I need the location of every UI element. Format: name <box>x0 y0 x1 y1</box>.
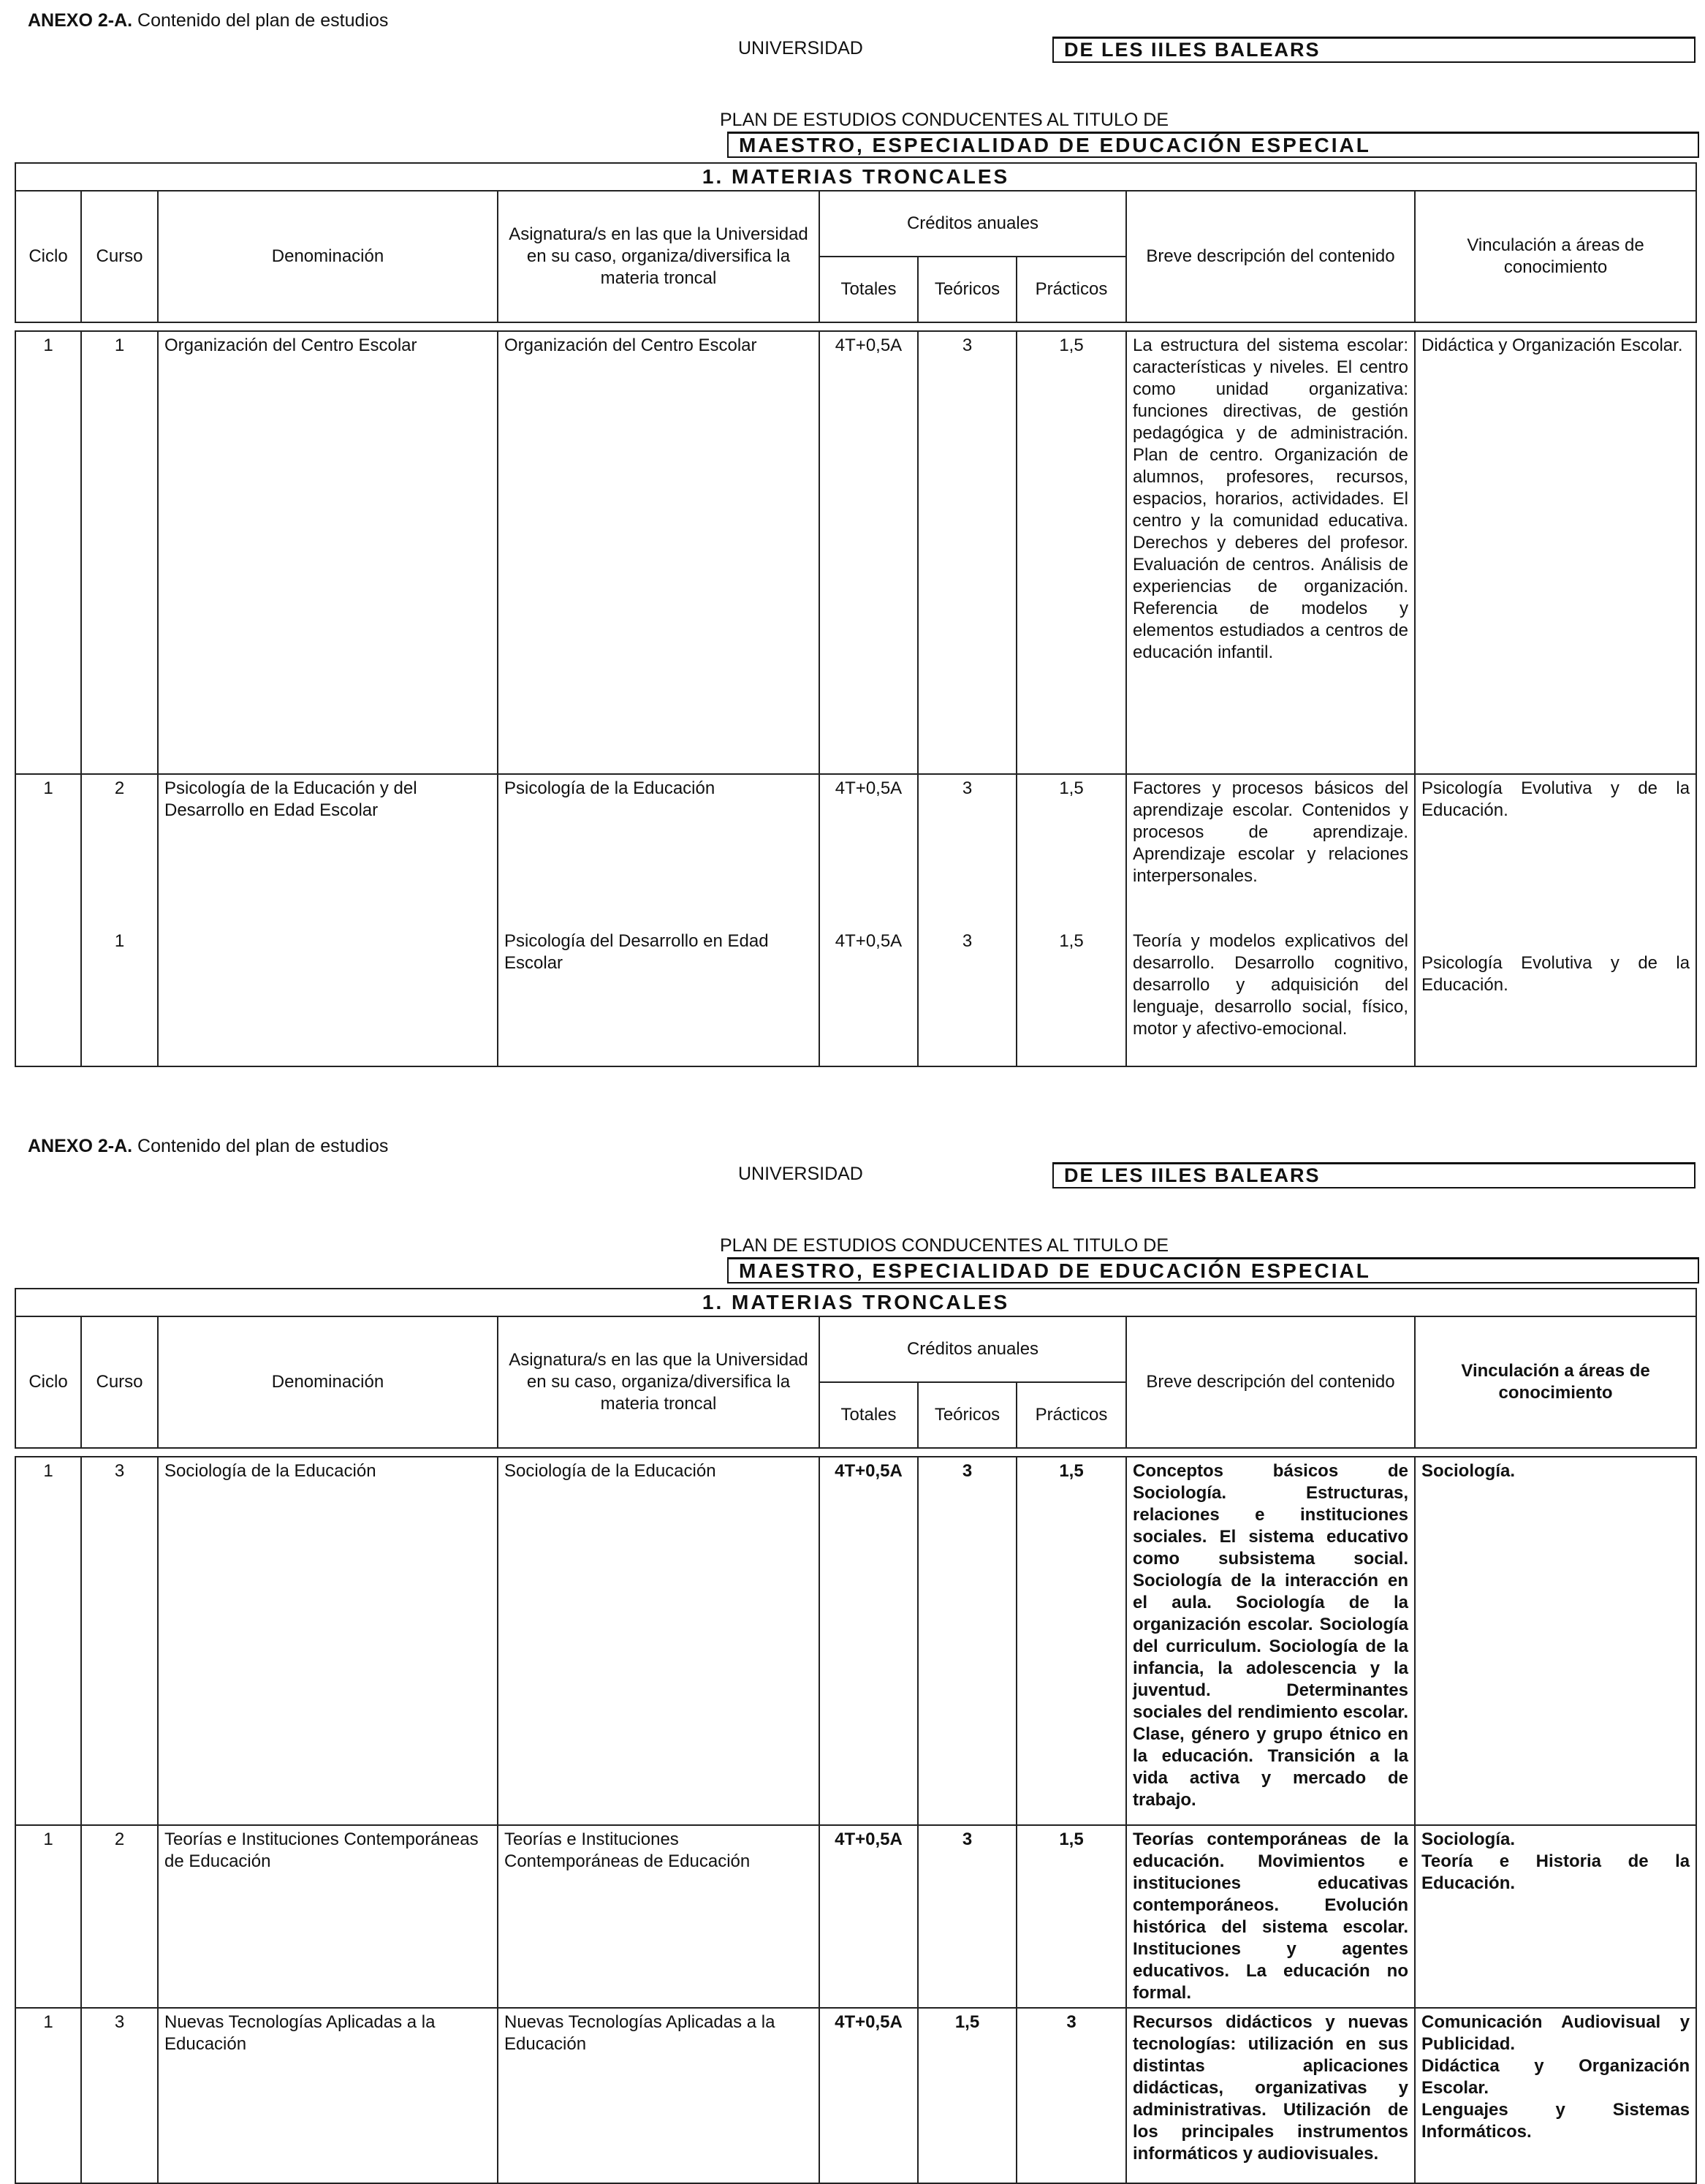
header-denominacion: Denominación <box>158 1316 498 1448</box>
section-title: 1. MATERIAS TRONCALES <box>15 163 1696 191</box>
cell-practicos: 3 <box>1017 2008 1126 2183</box>
header-vinculacion: Vinculación a áreas de conocimiento <box>1415 191 1696 322</box>
degree-box: MAESTRO, ESPECIALIDAD DE EDUCACIÓN ESPECIAL <box>727 1257 1699 1284</box>
cell-teoricos: 3 <box>918 928 1017 1066</box>
section-title: 1. MATERIAS TRONCALES <box>15 1289 1696 1316</box>
cell-vinculacion: Psicología Evolutiva y de la Educación. <box>1415 928 1696 1066</box>
header-totales: Totales <box>819 257 918 322</box>
cell-descripcion: Conceptos básicos de Sociología. Estructuras, relaciones e instituciones sociales. El sistema educativo como subsistema social. Sociología de la interacción en el aula. Sociología de la organización escolar. Sociología del curriculum. Sociología de la infancia, la adolescencia y la juventud. Determinantes sociales del rendimiento escolar. Clase, género y grupo étnico en la educación. Transición a la vida activa y mercado de trabajo. <box>1126 1457 1415 1825</box>
cell-descripcion: La estructura del sistema escolar: características y niveles. El centro como unidad organizativa: funciones directivas, de gestión pedagógica y de administración. Plan de centro. Organización de alumnos, profesores, recursos, espacios, horarios, actividades. El centro y la comunidad educativa. Derechos y deberes del profesor. Evaluación de centros. Análisis de experiencias de organización. Referencia de modelos y elementos estudiados a centros de educación infantil. <box>1126 331 1415 774</box>
cell-denominacion: Nuevas Tecnologías Aplicadas a la Educación <box>158 2008 498 2183</box>
header-practicos: Prácticos <box>1017 257 1126 322</box>
table-row <box>15 331 1696 774</box>
header-creditos: Créditos anuales <box>819 191 1126 257</box>
cell-vinculacion: Psicología Evolutiva y de la Educación. <box>1415 774 1696 928</box>
cell-totales: 4T+0,5A <box>819 928 918 1066</box>
header-denominacion: Denominación <box>158 191 498 322</box>
university-label: UNIVERSIDAD <box>738 38 863 58</box>
cell-asignatura: Nuevas Tecnologías Aplicadas a la Educación <box>498 2008 819 2183</box>
cell-totales: 4T+0,5A <box>819 1457 918 1825</box>
header-spacer <box>15 1448 1696 1457</box>
cell-ciclo: 1 <box>15 1457 81 1825</box>
cell-vinculacion: Didáctica y Organización Escolar. <box>1415 331 1696 774</box>
cell-asignatura: Psicología de la Educación <box>498 774 819 928</box>
header-ciclo: Ciclo <box>15 1316 81 1448</box>
cell-vinculacion: Comunicación Audiovisual y Publicidad. Didáctica y Organización Escolar. Lenguajes y Sistemas Informáticos. <box>1415 2008 1696 2183</box>
table-row <box>15 928 1696 1066</box>
header-teoricos: Teóricos <box>918 257 1017 322</box>
header-practicos: Prácticos <box>1017 1382 1126 1448</box>
cell-teoricos: 3 <box>918 774 1017 928</box>
cell-practicos: 1,5 <box>1017 331 1126 774</box>
cell-denominacion: Organización del Centro Escolar <box>158 331 498 774</box>
cell-ciclo <box>15 928 81 1066</box>
cell-asignatura: Teorías e Instituciones Contemporáneas de Educación <box>498 1825 819 2008</box>
header-vinculacion: Vinculación a áreas de conocimiento <box>1415 1316 1696 1448</box>
subjects-table <box>15 162 1697 1067</box>
header-asignatura: Asignatura/s en las que la Universidad en su caso, organiza/diversifica la materia troncal <box>498 1316 819 1448</box>
cell-ciclo: 1 <box>15 774 81 928</box>
cell-ciclo: 1 <box>15 331 81 774</box>
cell-practicos: 1,5 <box>1017 1825 1126 2008</box>
table-row <box>15 1457 1696 1825</box>
cell-vinculacion: Sociología. Teoría e Historia de la Educación. <box>1415 1825 1696 2008</box>
header-descripcion: Breve descripción del contenido <box>1126 191 1415 322</box>
cell-totales: 4T+0,5A <box>819 1825 918 2008</box>
header-spacer <box>15 322 1696 331</box>
annex-heading: ANEXO 2-A. Contenido del plan de estudios <box>28 1136 389 1156</box>
cell-descripcion: Factores y procesos básicos del aprendizaje escolar. Contenidos y procesos de aprendizaje. Aprendizaje escolar y relaciones interpersonales. <box>1126 774 1415 928</box>
cell-descripcion: Recursos didácticos y nuevas tecnologías: utilización en sus distintas aplicaciones didácticas, organizativas y administrativas. Utilización de los principales instrumentos informáticos y audiovisuales. <box>1126 2008 1415 2183</box>
cell-practicos: 1,5 <box>1017 928 1126 1066</box>
degree-box: MAESTRO, ESPECIALIDAD DE EDUCACIÓN ESPECIAL <box>727 132 1699 158</box>
header-curso: Curso <box>81 1316 158 1448</box>
university-name-box: DE LES IILES BALEARS <box>1052 37 1695 63</box>
cell-teoricos: 3 <box>918 331 1017 774</box>
cell-practicos: 1,5 <box>1017 774 1126 928</box>
cell-asignatura: Organización del Centro Escolar <box>498 331 819 774</box>
cell-descripcion: Teoría y modelos explicativos del desarrollo. Desarrollo cognitivo, desarrollo y adquisición del lenguaje, desarrollo social, físico, motor y afectivo-emocional. <box>1126 928 1415 1066</box>
header-descripcion: Breve descripción del contenido <box>1126 1316 1415 1448</box>
table-row <box>15 774 1696 928</box>
cell-curso: 3 <box>81 1457 158 1825</box>
cell-curso: 2 <box>81 774 158 928</box>
cell-totales: 4T+0,5A <box>819 2008 918 2183</box>
header-ciclo: Ciclo <box>15 191 81 322</box>
cell-curso: 1 <box>81 331 158 774</box>
cell-totales: 4T+0,5A <box>819 774 918 928</box>
table-row <box>15 1825 1696 2008</box>
plan-label: PLAN DE ESTUDIOS CONDUCENTES AL TITULO DE <box>720 110 1169 130</box>
header-asignatura: Asignatura/s en las que la Universidad en su caso, organiza/diversifica la materia troncal <box>498 191 819 322</box>
cell-denominacion <box>158 928 498 1066</box>
cell-teoricos: 3 <box>918 1825 1017 2008</box>
subjects-table <box>15 1288 1697 2184</box>
cell-vinculacion: Sociología. <box>1415 1457 1696 1825</box>
university-label: UNIVERSIDAD <box>738 1164 863 1184</box>
cell-curso: 1 <box>81 928 158 1066</box>
cell-teoricos: 1,5 <box>918 2008 1017 2183</box>
table-row <box>15 2008 1696 2183</box>
cell-ciclo: 1 <box>15 2008 81 2183</box>
cell-denominacion: Teorías e Instituciones Contemporáneas de Educación <box>158 1825 498 2008</box>
cell-curso: 2 <box>81 1825 158 2008</box>
cell-asignatura: Psicología del Desarrollo en Edad Escolar <box>498 928 819 1066</box>
cell-curso: 3 <box>81 2008 158 2183</box>
header-creditos: Créditos anuales <box>819 1316 1126 1382</box>
cell-denominacion: Sociología de la Educación <box>158 1457 498 1825</box>
cell-denominacion: Psicología de la Educación y del Desarrollo en Edad Escolar <box>158 774 498 928</box>
header-teoricos: Teóricos <box>918 1382 1017 1448</box>
header-curso: Curso <box>81 191 158 322</box>
header-totales: Totales <box>819 1382 918 1448</box>
cell-totales: 4T+0,5A <box>819 331 918 774</box>
cell-practicos: 1,5 <box>1017 1457 1126 1825</box>
cell-ciclo: 1 <box>15 1825 81 2008</box>
university-name-box: DE LES IILES BALEARS <box>1052 1162 1695 1188</box>
cell-asignatura: Sociología de la Educación <box>498 1457 819 1825</box>
annex-heading: ANEXO 2-A. Contenido del plan de estudios <box>28 10 389 31</box>
cell-descripcion: Teorías contemporáneas de la educación. Movimientos e instituciones educativas contemporáneos. Evolución histórica del sistema escolar. Instituciones y agentes educativos. La educación no formal. <box>1126 1825 1415 2008</box>
plan-label: PLAN DE ESTUDIOS CONDUCENTES AL TITULO DE <box>720 1235 1169 1256</box>
cell-teoricos: 3 <box>918 1457 1017 1825</box>
